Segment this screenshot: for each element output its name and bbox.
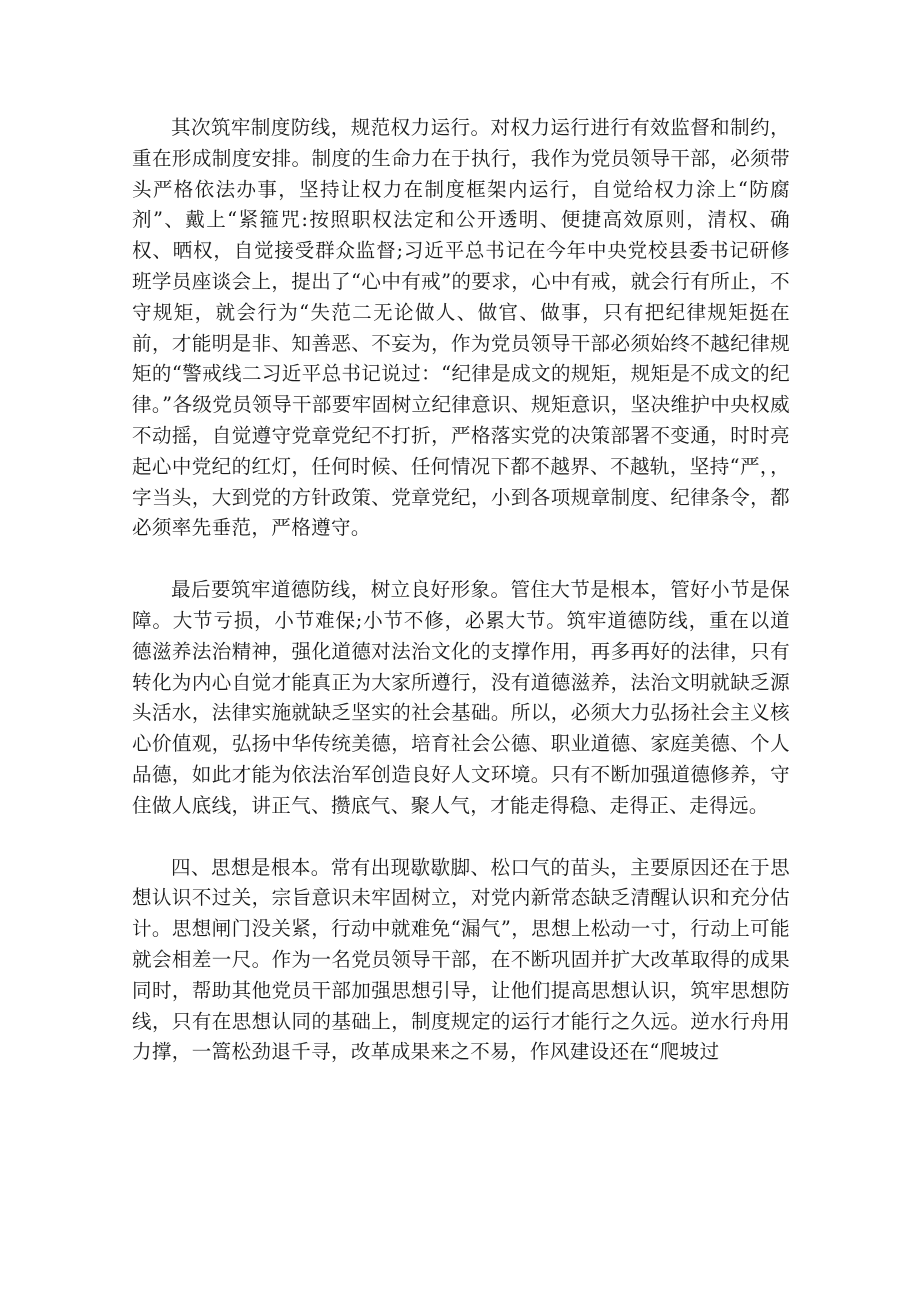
- paragraph-institutional-defense: 其次筑牢制度防线，规范权力运行。对权力运行进行有效监督和制约，重在形成制度安排。制度的生命力在于执行，我作为党员领导干部，必须带头严格依法办事，坚持让权力在制度框架内运行，自觉给权力涂上“防腐剂”、戴上“紧箍咒:按照职权法定和公开透明、便捷高效原则，清权、确权、晒权，自觉接受群众监督;习近平总书记在今年中央党校县委书记研修班学员座谈会上，提出了“心中有戒”的要求，心中有戒，就会行有所止，不守规矩，就会行为“失范二无论做人、做官、做事，只有把纪律规矩挺在前，才能明是非、知善恶、不妄为，作为党员领导干部必须始终不越纪律规矩的“警戒线二习近平总书记说过：“纪律是成文的规矩，规矩是不成文的纪律。”各级党员领导干部要牢固树立纪律意识、规矩意识，坚决维护中央权威不动摇，自觉遵守党章党纪不打折，严格落实党的决策部署不变通，时时亮起心中党纪的红灯，任何时候、任何情况下都不越界、不越轨，坚持“严，，字当头，大到党的方针政策、党章党纪，小到各项规章制度、纪律条令，都必须率先垂范，严格遵守。: [132, 116, 790, 540]
- paragraph-ideology-foundation: 四、思想是根本。常有出现歇歇脚、松口气的苗头，主要原因还在于思想认识不过关，宗旨意识未牢固树立，对党内新常态缺乏清醒认识和充分估计。思想闸门没关紧，行动中就难免“漏气”，思想上松动一寸，行动上可能就会相差一尺。作为一名党员领导干部，在不断巩固并扩大改革取得的成果同时，帮助其他党员干部加强思想引导，让他们提高思想认识，筑牢思想防线，只有在思想认同的基础上，制度规定的运行才能行之久远。逆水行舟用力撑，一篙松劲退千寻，改革成果来之不易，作风建设还在“爬坡过: [132, 855, 790, 1064]
- paragraph-moral-defense: 最后要筑牢道德防线，树立良好形象。管住大节是根本，管好小节是保障。大节亏损，小节难保;小节不修，必累大节。筑牢道德防线，重在以道德滋养法治精神，强化道德对法治文化的支撑作用，再多再好的法律，只有转化为内心自觉才能真正为大家所遵行，没有道德滋养，法治文明就缺乏源头活水，法律实施就缺乏坚实的社会基础。所以，必须大力弘扬社会主义核心价值观，弘扬中华传统美德，培育社会公德、职业道德、家庭美德、个人品德，如此才能为依法治军创造良好人文环境。只有不断加强道德修养，守住做人底线，讲正气、攒底气、聚人气，才能走得稳、走得正、走得远。: [132, 578, 790, 817]
